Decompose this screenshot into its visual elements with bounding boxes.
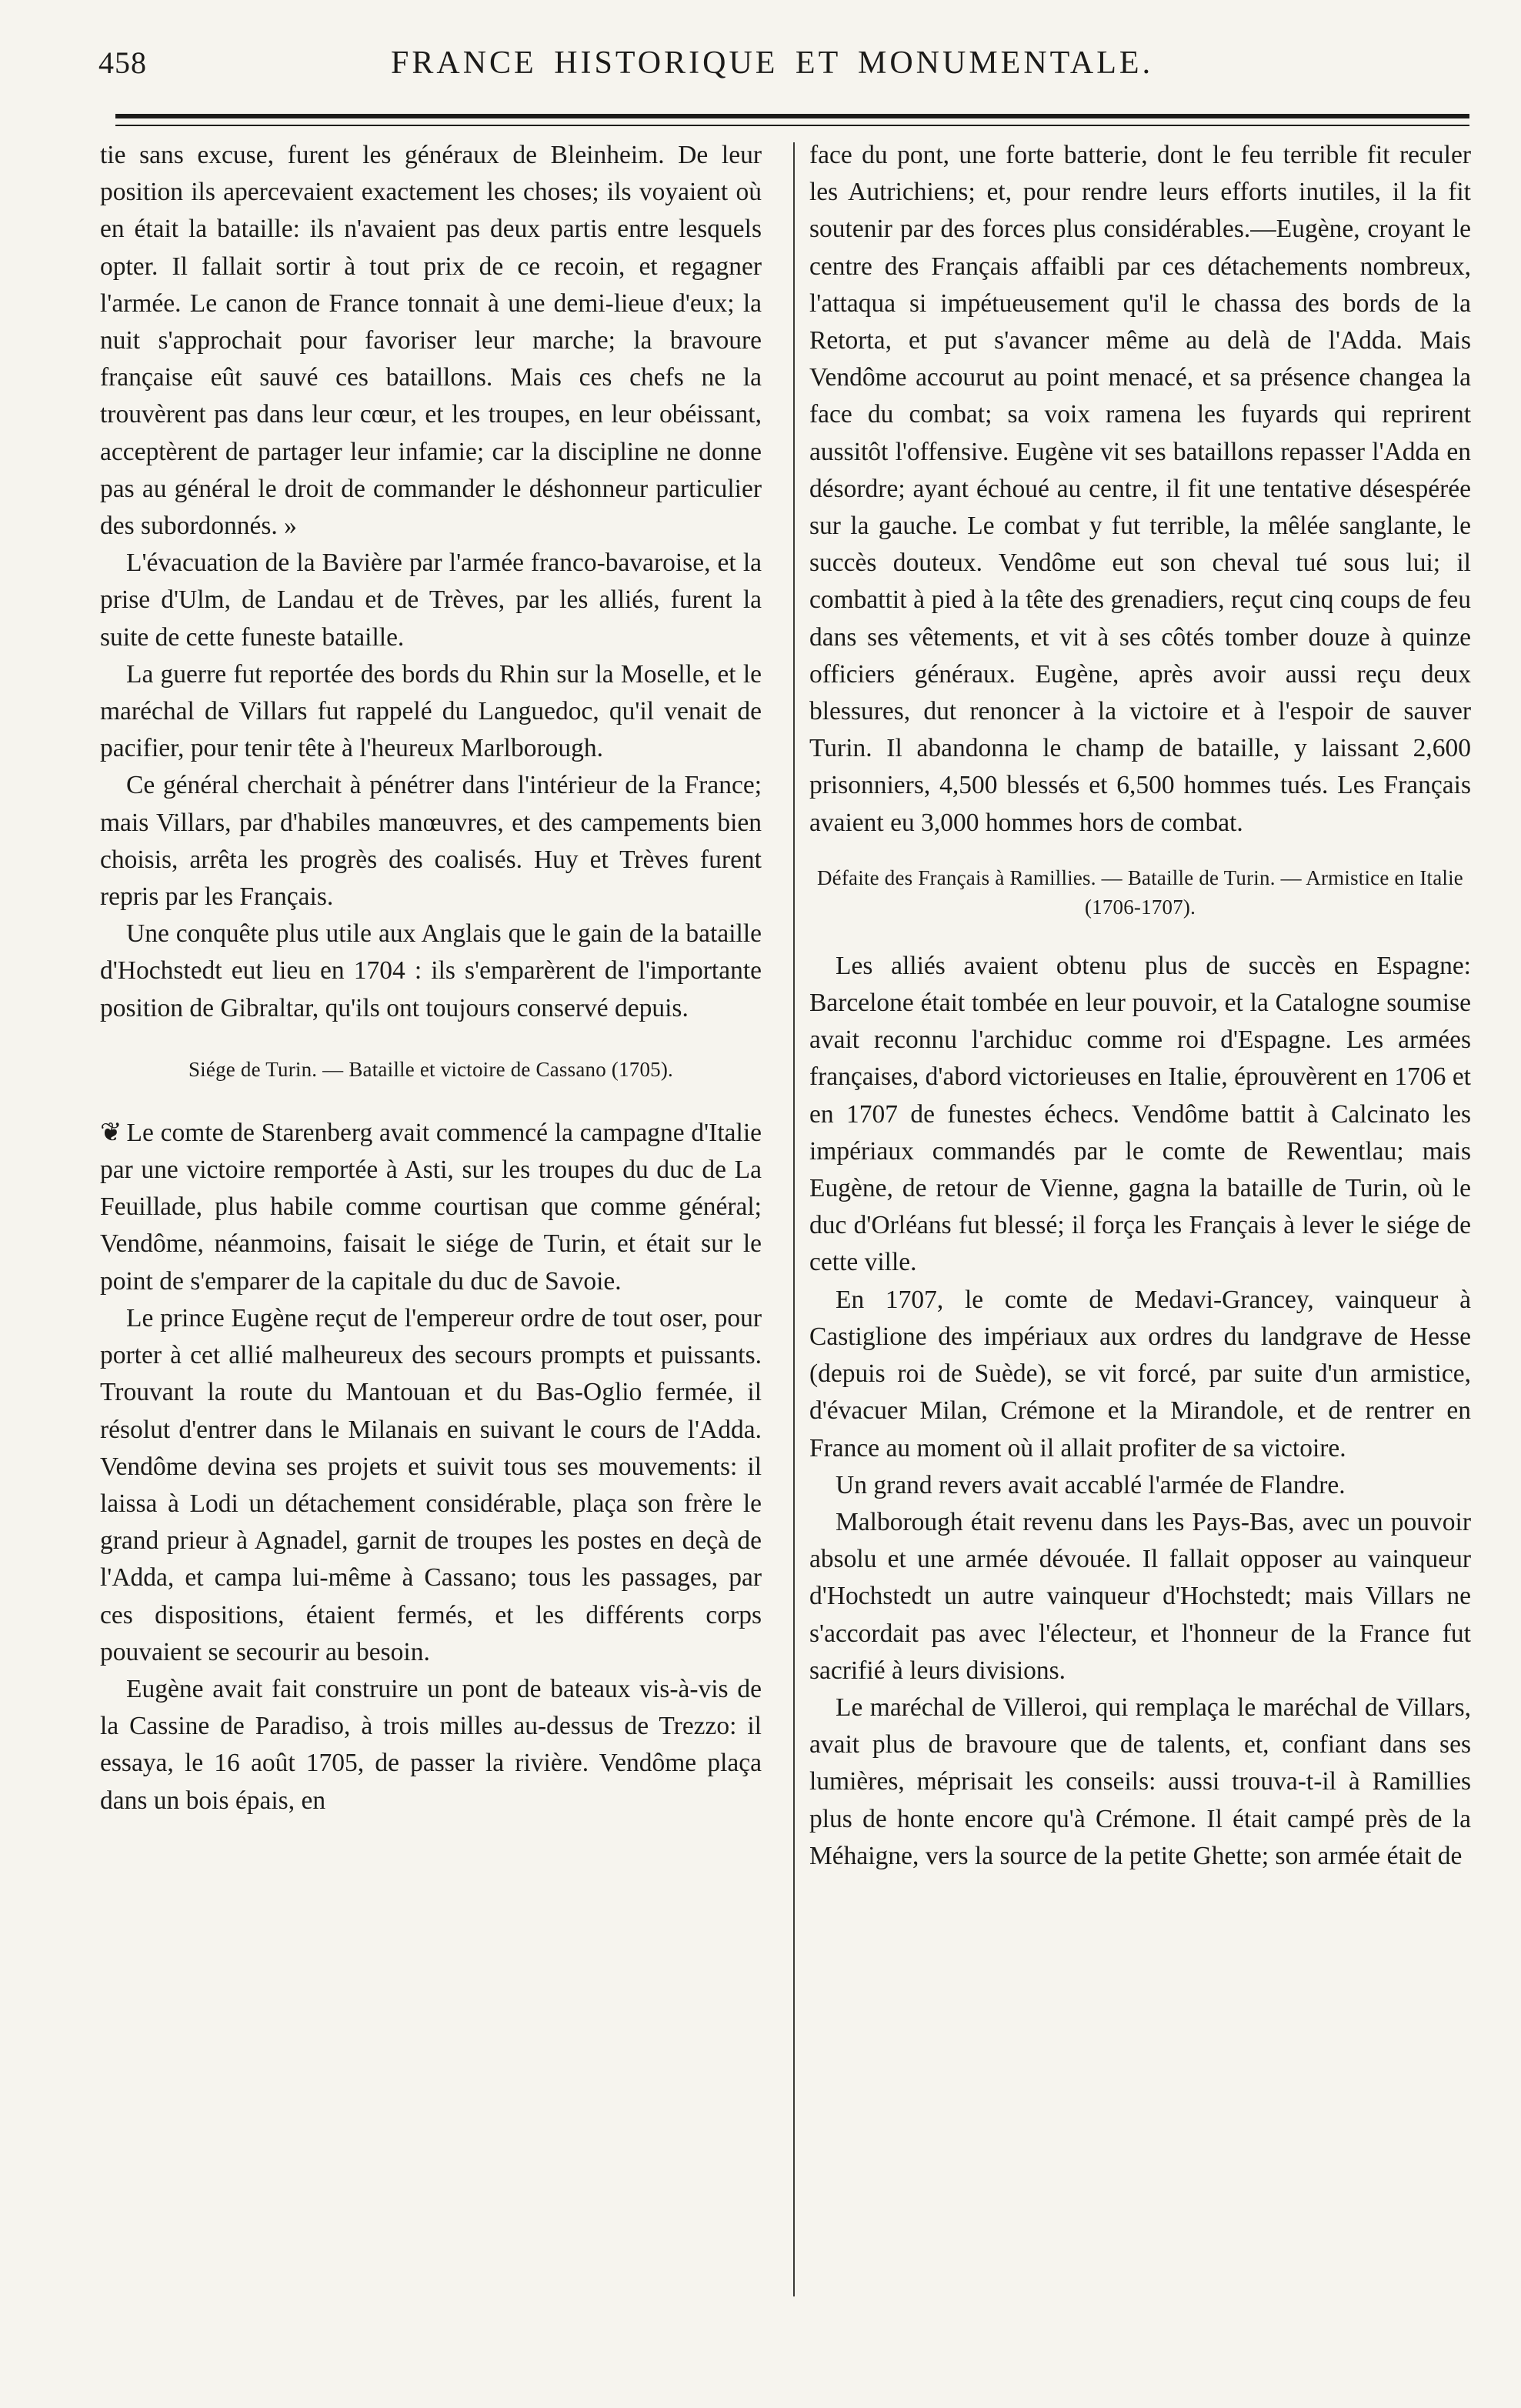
paragraph: face du pont, une forte batterie, dont le feu terrible fit reculer les Autrichiens; et, pour rendre leurs efforts inutiles, il la fit soutenir par des forces plus considérables.—Eugène, croyant le centre des Français affaibli par ces détachements nombreux, l'attaqua si impétueusement qu'il le chassa des bords de la Retorta, et put s'avancer même au delà de l'Adda. Mais Vendôme accourut au point menacé, et sa présence changea la face du combat; sa voix ramena les fuyards qui reprirent aussitôt l'offensive. Eugène vit ses bataillons repasser l'Adda en désordre; ayant échoué au centre, il fit une tentative désespérée sur la gauche. Le combat y fut terrible, la mêlée sanglante, le succès douteux. Vendôme eut son cheval tué sous lui; il combattit à pied à la tête des grenadiers, reçut cinq coups de feu dans ses vêtements, et vit à ses côtés tomber douze à quinze officiers généraux. Eugène, après avoir aussi reçu deux blessures, dut renoncer à la victoire et à l'espoir de sauver Turin. Il abandonna le champ de bataille, y laissant 2,600 prisonniers, 4,500 blessés et 6,500 hommes tués. Les Français avaient eu 3,000 hommes hors de combat.	[809, 141, 1471, 837]
column-divider	[793, 142, 795, 2296]
header-rule-thin	[115, 125, 1469, 126]
paragraph: Le maréchal de Villeroi, qui remplaça le maréchal de Villars, avait plus de bravoure que de talents, et, confiant dans ses lumières, méprisait les conseils: aussi trouva-t-il à Ramillies plus de honte encore qu'à Crémone. Il était campé près de la Méhaigne, vers la source de la petite Ghette; son armée était de	[809, 1693, 1471, 1870]
paragraph: Malborough était revenu dans les Pays-Bas, avec un pouvoir absolu et une armée dévouée. Il fallait opposer au vainqueur d'Hochstedt un autre vainqueur d'Hochstedt; mais Villars ne s'accordait pas avec l'électeur, et l'honneur de la France fut sacrifié à leurs divisions.	[809, 1507, 1471, 1685]
right-column	[809, 137, 1471, 1875]
section-heading: Siége de Turin. — Bataille et victoire de Cassano (1705).	[188, 1057, 674, 1081]
section-heading: Défaite des Français à Ramillies. — Bataille de Turin. — Armistice en Italie (1706-1707).	[816, 865, 1463, 919]
paragraph-text: Le comte de Starenberg avait commencé la campagne d'Italie par une victoire remportée à Asti, sur les troupes du duc de La Feuillade, plus habile comme courtisan que comme général; Vendôme, néanmoins, faisait le siége de Turin, et était sur le point de s'emparer de la capitale du duc de Savoie.	[100, 1118, 762, 1296]
paragraph: La guerre fut reportée des bords du Rhin sur la Moselle, et le maréchal de Villars fut rappelé du Languedoc, qu'il venait de pacifier, pour tenir tête à l'heureux Marlborough.	[100, 659, 762, 763]
page-number: 458	[98, 45, 147, 80]
paragraph: Le prince Eugène reçut de l'empereur ordre de tout oser, pour porter à cet allié malheureux des secours prompts et puissants. Trouvant la route du Mantouan et du Bas-Oglio fermée, il résolut d'entrer dans le Milanais en suivant le cours de l'Adda. Vendôme devina ses projets et suivit tous ses mouvements: il laissa à Lodi un détachement considérable, plaça son frère le grand prieur à Agnadel, garnit de troupes les postes en deçà de l'Adda, et campa lui-même à Cassano; tous les passages, par ces dispositions, étaient fermés, et les différents corps pouvaient se secourir au besoin.	[100, 1303, 762, 1666]
paragraph: Ce général cherchait à pénétrer dans l'intérieur de la France; mais Villars, par d'habiles manœuvres, et des campements bien choisis, arrêta les progrès des coalisés. Huy et Trèves furent repris par les Français.	[100, 771, 762, 912]
paragraph: Une conquête plus utile aux Anglais que le gain de la bataille d'Hochstedt eut lieu en 1704 : ils s'emparèrent de l'importante position de Gibraltar, qu'ils ont toujours conservé depuis.	[100, 919, 762, 1022]
ornament-icon: ❦	[100, 1118, 122, 1147]
paragraph: L'évacuation de la Bavière par l'armée franco-bavaroise, et la prise d'Ulm, de Landau et de Trèves, par les alliés, furent la suite de cette funeste bataille.	[100, 549, 762, 652]
running-title: FRANCE HISTORIQUE ET MONUMENTALE.	[391, 45, 1154, 81]
paragraph	[100, 1115, 762, 1300]
left-column	[100, 137, 762, 1819]
paragraph: tie sans excuse, furent les généraux de Bleinheim. De leur position ils apercevaient exactement les choses; ils voyaient où en était la bataille: ils n'avaient pas deux partis entre lesquels opter. Il fallait sortir à tout prix de ce recoin, et regagner l'armée. Le canon de France tonnait à une demi-lieue d'eux; la nuit s'approchait pour favoriser leur marche; la bravoure française eût sauvé ces bataillons. Mais ces chefs ne la trouvèrent pas dans leur cœur, et les troupes, en leur obéissant, acceptèrent de partager leur infamie; car la discipline ne donne pas au général le droit de commander le déshonneur particulier des subordonnés. »	[100, 141, 762, 541]
paragraph: Un grand revers avait accablé l'armée de Flandre.	[836, 1470, 1346, 1499]
paragraph: Les alliés avaient obtenu plus de succès en Espagne: Barcelone était tombée en leur pouvoir, et la Catalogne soumise avait reconnu l'archiduc comme roi d'Espagne. Les armées françaises, d'abord victorieuses en Italie, éprouvèrent en 1706 et en 1707 de funestes échecs. Vendôme battit à Calcinato les impériaux commandés par le comte de Rewentlau; mais Eugène, de retour de Vienne, gagna la bataille de Turin, où le duc d'Orléans fut blessé; il força les Français à lever le siége de cette ville.	[809, 951, 1471, 1277]
page-header	[98, 45, 1476, 98]
paragraph: Eugène avait fait construire un pont de bateaux vis-à-vis de la Cassine de Paradiso, à trois milles au-dessus de Trezzo: il essaya, le 16 août 1705, de passer la rivière. Vendôme plaça dans un bois épais, en	[100, 1674, 762, 1815]
paragraph: En 1707, le comte de Medavi-Grancey, vainqueur à Castiglione des impériaux aux ordres du landgrave de Hesse (depuis roi de Suède), se vit forcé, par suite d'un armistice, d'évacuer Milan, Crémone et la Mirandole, et de rentrer en France au moment où il allait profiter de sa victoire.	[809, 1285, 1471, 1462]
header-rule-thick	[115, 114, 1469, 118]
